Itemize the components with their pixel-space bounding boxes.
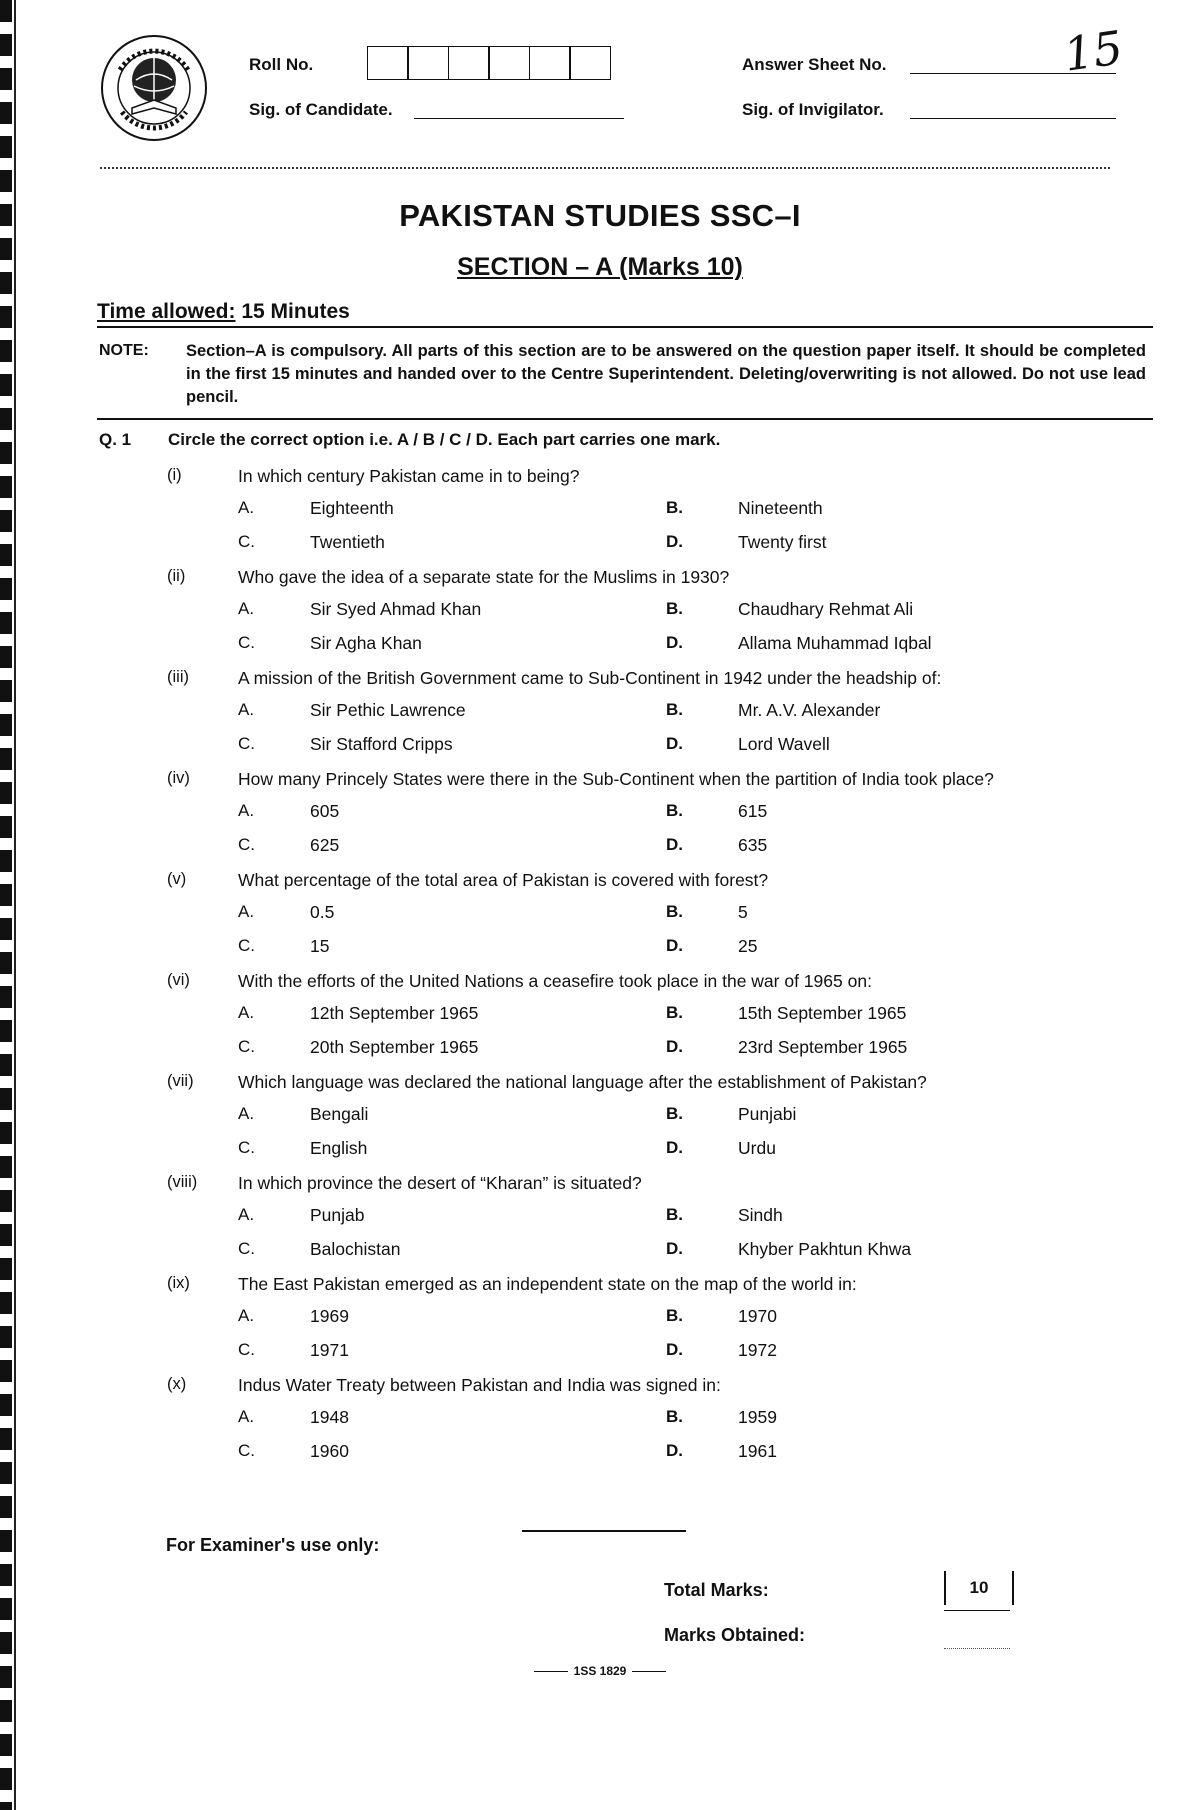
option-letter-b[interactable]: B. [666, 1407, 683, 1426]
option-letter-a[interactable]: A. [238, 1205, 255, 1224]
option-letter-a[interactable]: A. [238, 599, 255, 618]
option-letter-d[interactable]: D. [666, 734, 683, 753]
total-marks-underline [944, 1610, 1010, 1611]
option-letter-c[interactable]: C. [238, 633, 255, 652]
footer-dash [632, 1671, 666, 1672]
option-a-text[interactable]: Sir Syed Ahmad Khan [310, 599, 482, 619]
option-letter-a[interactable]: A. [238, 1407, 255, 1426]
option-d-text[interactable]: 1961 [738, 1441, 777, 1461]
note-rule [97, 418, 1153, 420]
option-d-text[interactable]: 23rd September 1965 [738, 1037, 908, 1057]
question-text: In which century Pakistan came in to being? [238, 466, 580, 486]
option-letter-a[interactable]: A. [238, 1003, 255, 1022]
option-d-text[interactable]: Khyber Pakhtun Khwa [738, 1239, 912, 1259]
option-letter-b[interactable]: B. [666, 1003, 683, 1022]
option-c-text[interactable]: 625 [310, 835, 340, 855]
question-roman-number: (ii) [167, 567, 186, 585]
paper-title: PAKISTAN STUDIES SSC–I [399, 198, 801, 233]
option-a-text[interactable]: 1969 [310, 1306, 349, 1326]
option-letter-b[interactable]: B. [666, 1104, 683, 1123]
option-c-text[interactable]: Balochistan [310, 1239, 401, 1259]
roll-no-box[interactable] [448, 46, 490, 80]
option-d-text[interactable]: Lord Wavell [738, 734, 830, 754]
option-letter-b[interactable]: B. [666, 599, 683, 618]
option-b-text[interactable]: 1959 [738, 1407, 777, 1427]
option-letter-c[interactable]: C. [238, 835, 255, 854]
mcq-item [0, 1169, 1200, 1270]
option-d-text[interactable]: 635 [738, 835, 768, 855]
option-c-text[interactable]: English [310, 1138, 368, 1158]
option-letter-b[interactable]: B. [666, 1205, 683, 1224]
mcq-item [0, 1068, 1200, 1169]
roll-no-box[interactable] [569, 46, 611, 80]
option-c-text[interactable]: Twentieth [310, 532, 385, 552]
option-letter-b[interactable]: B. [666, 902, 683, 921]
sig-invigilator-label: Sig. of Invigilator. [742, 100, 884, 119]
option-b-text[interactable]: 615 [738, 801, 768, 821]
option-b-text[interactable]: 1970 [738, 1306, 777, 1326]
question-text: In which province the desert of “Kharan” is situated? [238, 1173, 642, 1193]
option-letter-d[interactable]: D. [666, 633, 683, 652]
mcq-list [0, 462, 1200, 1472]
question-text: What percentage of the total area of Pakistan is covered with forest? [238, 870, 769, 890]
roll-no-label: Roll No. [249, 55, 314, 74]
option-letter-c[interactable]: C. [238, 734, 255, 753]
option-d-text[interactable]: Twenty first [738, 532, 827, 552]
option-letter-b[interactable]: B. [666, 1306, 683, 1325]
option-d-text[interactable]: 1972 [738, 1340, 777, 1360]
section-title: SECTION – A (Marks 10) [457, 253, 743, 281]
mcq-item [0, 462, 1200, 563]
option-letter-b[interactable]: B. [666, 801, 683, 820]
sig-invigilator-line[interactable] [910, 118, 1116, 119]
answer-sheet-label: Answer Sheet No. [742, 55, 887, 74]
time-allowed [97, 300, 1153, 328]
answer-sheet-handwritten-number: 15 [1060, 20, 1127, 82]
option-letter-a[interactable]: A. [238, 801, 255, 820]
roll-no-box[interactable] [407, 46, 449, 80]
question-number: Q. 1 [99, 430, 132, 449]
option-letter-c[interactable]: C. [238, 1037, 255, 1056]
option-letter-c[interactable]: C. [238, 936, 255, 955]
mcq-item [0, 563, 1200, 664]
footer-code [0, 1664, 1200, 1678]
option-letter-a[interactable]: A. [238, 1306, 255, 1325]
marks-obtained-field[interactable] [944, 1648, 1010, 1649]
option-letter-c[interactable]: C. [238, 1239, 255, 1258]
question-roman-number: (viii) [167, 1173, 198, 1191]
option-letter-c[interactable]: C. [238, 532, 255, 551]
option-letter-c[interactable]: C. [238, 1138, 255, 1157]
option-letter-d[interactable]: D. [666, 1037, 683, 1056]
question-text: A mission of the British Government came to Sub-Continent in 1942 under the headship of: [238, 668, 942, 688]
question-text: Who gave the idea of a separate state for the Muslims in 1930? [238, 567, 730, 587]
question-instruction: Circle the correct option i.e. A / B / C / D. Each part carries one mark. [168, 430, 721, 449]
dotted-separator [100, 167, 1110, 169]
option-b-text[interactable]: 5 [738, 902, 748, 922]
option-c-text[interactable]: Sir Agha Khan [310, 633, 422, 653]
time-allowed-value: 15 Minutes [241, 300, 350, 323]
option-letter-d[interactable]: D. [666, 1239, 683, 1258]
time-allowed-label: Time allowed: [97, 300, 236, 323]
option-c-text[interactable]: 20th September 1965 [310, 1037, 479, 1057]
question-text: How many Princely States were there in the Sub-Continent when the partition of India took place? [238, 769, 994, 789]
option-letter-a[interactable]: A. [238, 1104, 255, 1123]
question-text: Which language was declared the national language after the establishment of Pakistan? [238, 1072, 927, 1092]
footer-code-text: 1SS 1829 [573, 1664, 627, 1678]
board-seal-logo [100, 30, 208, 148]
option-d-text[interactable]: Allama Muhammad Iqbal [738, 633, 932, 653]
option-b-text[interactable]: Chaudhary Rehmat Ali [738, 599, 914, 619]
mcq-item [0, 765, 1200, 866]
question-roman-number: (vi) [167, 971, 190, 989]
option-b-text[interactable]: Mr. A.V. Alexander [738, 700, 881, 720]
option-a-text[interactable]: 0.5 [310, 902, 335, 922]
examiner-use-label: For Examiner's use only: [166, 1535, 380, 1555]
note-text: Section–A is compulsory. All parts of this section are to be answered on the question paper itself. It should be completed in the first 15 minutes and handed over to the Centre Superintendent. Deleting/overwriting is not allowed. Do not use lead pencil. [186, 342, 1146, 406]
option-c-text[interactable]: 15 [310, 936, 330, 956]
question-roman-number: (i) [167, 466, 182, 484]
sig-candidate-label: Sig. of Candidate. [249, 100, 393, 119]
option-letter-d[interactable]: D. [666, 936, 683, 955]
question-text: With the efforts of the United Nations a ceasefire took place in the war of 1965 on: [238, 971, 872, 991]
option-a-text[interactable]: Sir Pethic Lawrence [310, 700, 466, 720]
option-letter-b[interactable]: B. [666, 700, 683, 719]
question-roman-number: (x) [167, 1375, 187, 1393]
question-text: The East Pakistan emerged as an independent state on the map of the world in: [238, 1274, 857, 1294]
option-letter-a[interactable]: A. [238, 902, 255, 921]
option-b-text[interactable]: Sindh [738, 1205, 783, 1225]
option-a-text[interactable]: 1948 [310, 1407, 349, 1427]
mcq-item [0, 967, 1200, 1068]
mcq-item [0, 1371, 1200, 1472]
option-a-text[interactable]: 12th September 1965 [310, 1003, 479, 1023]
option-a-text[interactable]: Bengali [310, 1104, 369, 1124]
total-marks-value: 10 [944, 1571, 1014, 1605]
option-a-text[interactable]: Punjab [310, 1205, 365, 1225]
mcq-item [0, 1270, 1200, 1371]
question-text: Indus Water Treaty between Pakistan and India was signed in: [238, 1375, 721, 1395]
option-letter-d[interactable]: D. [666, 1340, 683, 1359]
sig-candidate-line[interactable] [414, 118, 624, 119]
option-d-text[interactable]: Urdu [738, 1138, 776, 1158]
option-a-text[interactable]: Eighteenth [310, 498, 394, 518]
option-letter-a[interactable]: A. [238, 498, 255, 517]
option-a-text[interactable]: 605 [310, 801, 340, 821]
option-b-text[interactable]: Nineteenth [738, 498, 823, 518]
roll-no-box[interactable] [529, 46, 571, 80]
option-c-text[interactable]: 1971 [310, 1340, 349, 1360]
question-roman-number: (ix) [167, 1274, 190, 1292]
marks-obtained-label: Marks Obtained: [664, 1625, 806, 1645]
question-roman-number: (iii) [167, 668, 189, 686]
option-letter-b[interactable]: B. [666, 498, 683, 517]
option-letter-d[interactable]: D. [666, 1138, 683, 1157]
total-marks-label: Total Marks: [664, 1580, 769, 1600]
option-d-text[interactable]: 25 [738, 936, 758, 956]
roll-no-boxes[interactable] [368, 46, 611, 80]
option-c-text[interactable]: Sir Stafford Cripps [310, 734, 453, 754]
option-letter-d[interactable]: D. [666, 532, 683, 551]
option-letter-d[interactable]: D. [666, 835, 683, 854]
roll-no-box[interactable] [367, 46, 409, 80]
question-roman-number: (iv) [167, 769, 190, 787]
roll-no-box[interactable] [488, 46, 530, 80]
option-b-text[interactable]: 15th September 1965 [738, 1003, 907, 1023]
question-roman-number: (vii) [167, 1072, 194, 1090]
option-b-text[interactable]: Punjabi [738, 1104, 797, 1124]
option-c-text[interactable]: 1960 [310, 1441, 349, 1461]
mcq-item [0, 664, 1200, 765]
question-roman-number: (v) [167, 870, 187, 888]
examiner-line [522, 1530, 686, 1532]
option-letter-c[interactable]: C. [238, 1340, 255, 1359]
mcq-item [0, 866, 1200, 967]
option-letter-d[interactable]: D. [666, 1441, 683, 1460]
option-letter-a[interactable]: A. [238, 700, 255, 719]
note-label: NOTE: [99, 342, 149, 359]
footer-dash [534, 1671, 568, 1672]
option-letter-c[interactable]: C. [238, 1441, 255, 1460]
